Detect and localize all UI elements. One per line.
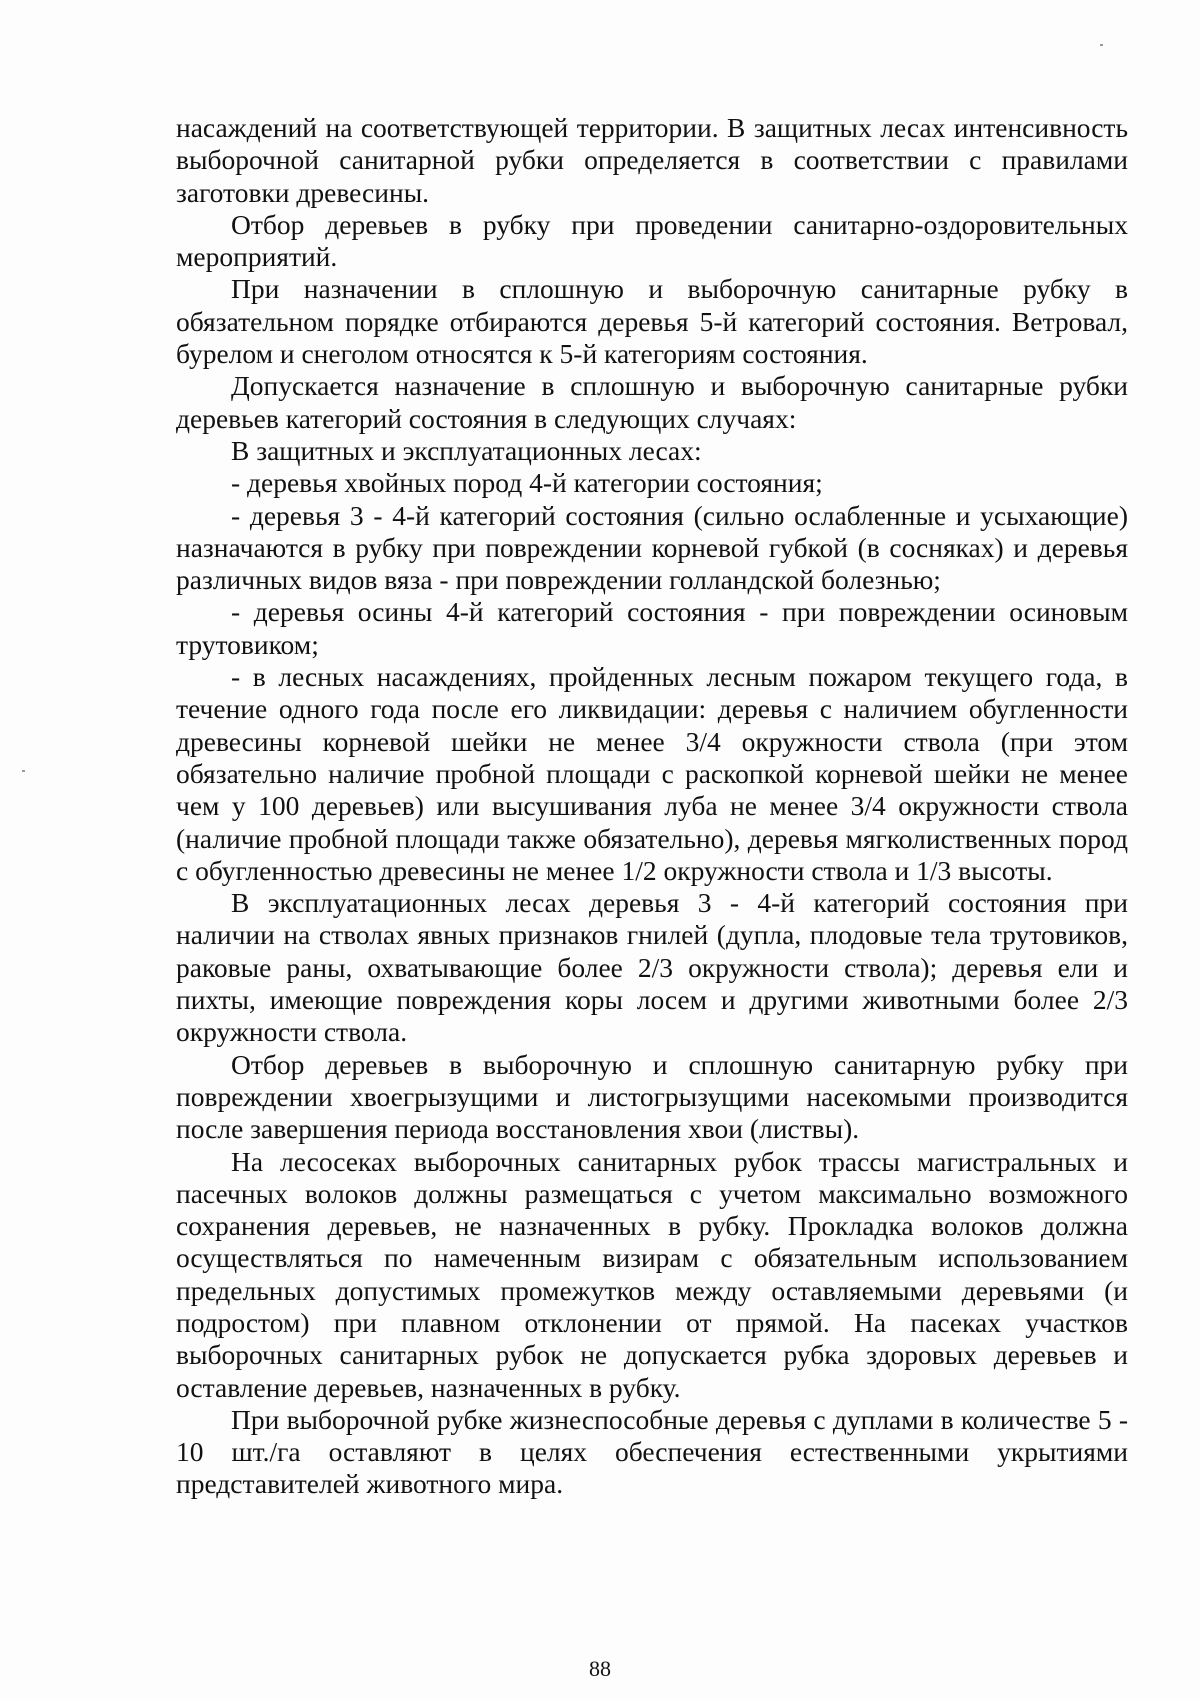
list-item-aspen: - деревья осины 4-й категорий состояния - при повреждении осиновым трутовиком; — [176, 596, 1128, 660]
paragraph-exploitation-forests: В эксплуатационных лесах деревья 3 - 4-й категорий состояния при наличии на стволах явных признаков гнилей (дупла, плодовые тела трутовиков, раковые раны, охватывающие более 2/3 окружности ствола); деревья ели и пихты, имеющие повреждения коры лосем и другими животными более 2/3 окружности ствола. — [176, 887, 1128, 1048]
paragraph-continuation: насаждений на соответствующей территории. В защитных лесах интенсивность выборочной санитарной рубки определяется в соответствии с правилами заготовки древесины. — [176, 112, 1128, 208]
page-number: 88 — [589, 1656, 611, 1681]
paragraph-tree-selection-heading: Отбор деревьев в рубку при проведении санитарно-оздоровительных мероприятий. — [176, 208, 1128, 273]
paragraph-protective-forests: В защитных и эксплуатационных лесах: — [231, 434, 702, 466]
paragraph-hollow-trees: При выборочной рубке жизнеспособные деревья с дуплами в количестве 5 - 10 шт./га оставляют в целях обеспечения естественными укрытиями представителей животного мира. — [176, 1403, 1128, 1500]
paragraph-allowed-cases: Допускается назначение в сплошную и выборочную санитарные рубки деревьев категорий состояния в следующих случаях: — [176, 370, 1128, 434]
paragraph-insect-damage: Отбор деревьев в выборочную и сплошную санитарную рубку при повреждении хвоегрызущими и листогрызущими насекомыми производится после завершения периода восстановления хвои (листвы). — [176, 1048, 1128, 1145]
scan-speck — [22, 770, 25, 772]
document-body — [176, 112, 1128, 1501]
list-item-fire: - в лесных насаждениях, пройденных лесным пожаром текущего года, в течение одного года после его ликвидации: деревья с наличием обугленности древесины корневой шейки не менее 3/4 окружности ствола (при этом обязательно наличие пробной площади с раскопкой корневой шейки не менее чем у 100 деревьев) или высушивания луба не менее 3/4 окружности ствола (наличие пробной площади также обязательно), деревья мягколиственных пород с обугленностью древесины не менее 1/2 окружности ствола и 1/3 высоты. — [176, 661, 1128, 886]
list-item-conifers: - деревья хвойных пород 4-й категории состояния; — [231, 467, 823, 499]
paragraph-category-5: При назначении в сплошную и выборочную санитарные рубку в обязательном порядке отбираются деревья 5-й категорий состояния. Ветровал, бурелом и снеголом относятся к 5-й категориям состояния. — [176, 273, 1128, 370]
list-item-root-fungus: - деревья 3 - 4-й категорий состояния (сильно ослабленные и усыхающие) назначаются в рубку при повреждении корневой губкой (в сосняках) и деревья различных видов вяза - при повреждении голландской болезнью; — [176, 499, 1128, 596]
paragraph-skid-trails: На лесосеках выборочных санитарных рубок трассы магистральных и пасечных волоков должны размещаться с учетом максимально возможного сохранения деревьев, не назначенных в рубку. Прокладка волоков должна осуществляться по намеченным визирам с обязательным использованием предельных допустимых промежутков между оставляемыми деревьями (и подростом) при плавном отклонении от прямой. На пасеках участков выборочных санитарных рубок не допускается рубка здоровых деревьев и оставление деревьев, назначенных в рубку. — [176, 1145, 1128, 1403]
scan-speck — [1100, 44, 1103, 46]
